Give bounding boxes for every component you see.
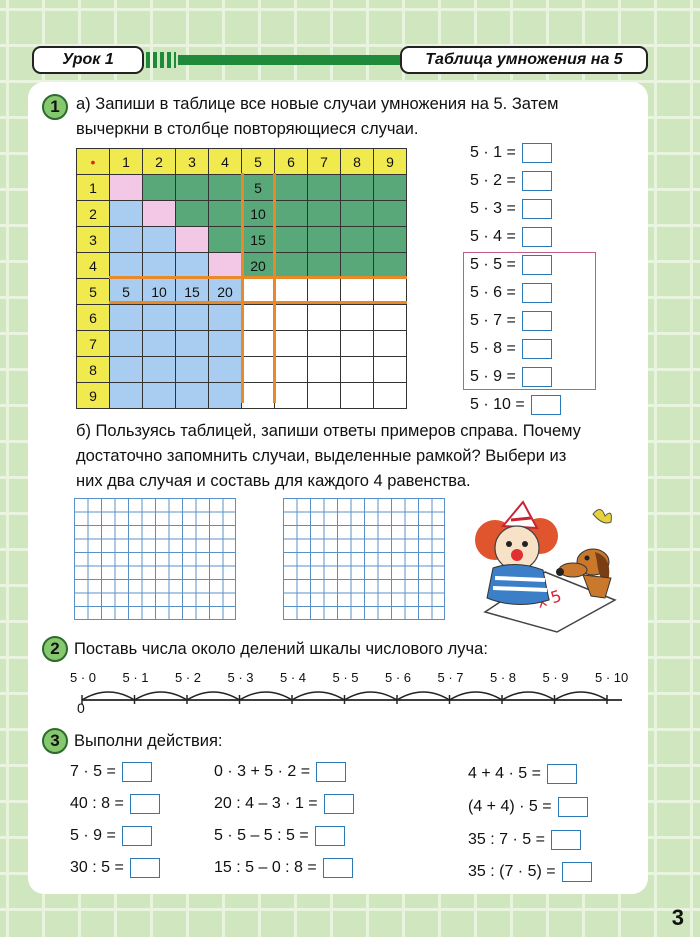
number-line-label: 5 · 7 — [437, 670, 464, 685]
exercise-text: 35 : (7 · 5) = — [468, 863, 556, 880]
task1-text-b — [76, 419, 581, 494]
table-row-header: 8 — [77, 357, 110, 383]
task1-text-a-line2: вычеркни в столбце повторяющиеся случаи. — [76, 120, 419, 138]
number-line-arcs — [82, 692, 607, 704]
table-cell[interactable] — [308, 357, 341, 383]
answer-box[interactable] — [531, 395, 561, 415]
table-cell[interactable] — [209, 383, 242, 409]
answer-box[interactable] — [324, 794, 354, 814]
number-line-label: 5 · 5 — [332, 670, 359, 685]
lesson-label: Урок 1 — [62, 51, 114, 68]
table-cell[interactable] — [110, 227, 143, 253]
writing-grid-1[interactable] — [74, 498, 236, 620]
table-cell[interactable] — [110, 253, 143, 279]
table-cell[interactable] — [242, 383, 275, 409]
table-row-header: 6 — [77, 305, 110, 331]
equation-text: 5 · 8 = — [470, 340, 516, 357]
equation-text: 5 · 5 = — [470, 256, 516, 273]
table-row-header: 2 — [77, 201, 110, 227]
table-cell[interactable] — [176, 175, 209, 201]
table-cell[interactable] — [143, 227, 176, 253]
exercise-text: 40 : 8 = — [70, 795, 124, 812]
answer-box[interactable] — [130, 794, 160, 814]
table-col-header: 8 — [341, 149, 374, 175]
table-cell[interactable] — [275, 331, 308, 357]
number-line-label: 5 · 4 — [280, 670, 307, 685]
table-col-header: 4 — [209, 149, 242, 175]
table-cell[interactable] — [275, 383, 308, 409]
table-cell[interactable] — [110, 383, 143, 409]
table-cell[interactable] — [308, 305, 341, 331]
number-line-arc — [292, 692, 345, 700]
table-col-header: 6 — [275, 149, 308, 175]
number-line-label: 5 · 8 — [490, 670, 517, 685]
table-cell[interactable]: 10 — [242, 201, 275, 227]
number-line-label: 5 · 1 — [122, 670, 149, 685]
table-cell[interactable] — [341, 331, 374, 357]
task1-text-b-line2: достаточно запомнить случаи, выделенные рамкой? Выбери из — [76, 447, 567, 465]
table-cell[interactable] — [242, 305, 275, 331]
number-line — [70, 682, 630, 704]
exercise-row — [70, 826, 152, 846]
table-cell[interactable] — [275, 175, 308, 201]
number-line-label: 5 · 9 — [542, 670, 569, 685]
equation-row — [470, 227, 552, 247]
exercise-text: 5 · 9 = — [70, 827, 116, 844]
table-cell[interactable] — [374, 201, 407, 227]
equation-row — [470, 395, 561, 415]
number-line-arc — [345, 692, 398, 700]
table-row-header: 4 — [77, 253, 110, 279]
table-cell[interactable] — [110, 305, 143, 331]
number-line-arc — [82, 692, 135, 700]
number-line-label: 5 · 0 — [70, 670, 97, 685]
task1-text-b-line3: них два случая и составь для каждого 4 равенства. — [76, 472, 471, 490]
exercise-text: 35 : 7 · 5 = — [468, 831, 545, 848]
equation-row — [470, 143, 552, 163]
table-cell[interactable] — [176, 253, 209, 279]
table-cell[interactable]: 5 — [110, 279, 143, 305]
table-cell[interactable] — [209, 305, 242, 331]
table-cell[interactable] — [374, 331, 407, 357]
table-highlight-col5-right — [273, 173, 276, 403]
header-bar — [178, 55, 400, 65]
answer-box[interactable] — [122, 762, 152, 782]
topic-label: Таблица умножения на 5 — [425, 51, 623, 68]
answer-box[interactable] — [551, 830, 581, 850]
table-cell[interactable] — [143, 331, 176, 357]
answer-box[interactable] — [562, 862, 592, 882]
table-cell[interactable] — [143, 253, 176, 279]
table-cell[interactable] — [308, 383, 341, 409]
table-cell[interactable] — [176, 201, 209, 227]
equation-text: 5 · 10 = — [470, 396, 525, 413]
number-line-zero: 0 — [77, 700, 85, 716]
table-cell[interactable] — [341, 357, 374, 383]
table-cell[interactable] — [341, 175, 374, 201]
table-cell[interactable]: 15 — [176, 279, 209, 305]
table-row-header: 9 — [77, 383, 110, 409]
answer-box[interactable] — [522, 143, 552, 163]
table-cell[interactable] — [308, 253, 341, 279]
table-cell[interactable] — [308, 201, 341, 227]
number-line-arc — [397, 692, 450, 700]
exercise-text: 15 : 5 – 0 : 8 = — [214, 859, 317, 876]
number-line-label: 5 · 3 — [227, 670, 254, 685]
table-col-header: 5 — [242, 149, 275, 175]
equation-text: 5 · 3 = — [470, 200, 516, 217]
answer-box[interactable] — [316, 762, 346, 782]
table-cell[interactable] — [143, 383, 176, 409]
table-cell[interactable] — [374, 227, 407, 253]
clown-dog-illustration — [465, 500, 635, 635]
table-highlight-col5-left — [241, 173, 244, 403]
table-col-header: 1 — [110, 149, 143, 175]
table-cell[interactable] — [176, 331, 209, 357]
number-line-arc — [187, 692, 240, 700]
table-cell[interactable] — [209, 201, 242, 227]
equation-text: 5 · 7 = — [470, 312, 516, 329]
exercise-row — [214, 794, 354, 814]
task2-text: Поставь числа около делений шкалы числового луча: — [74, 640, 488, 658]
table-cell[interactable] — [209, 331, 242, 357]
table-highlight-row5-top — [109, 276, 407, 279]
table-cell[interactable] — [275, 357, 308, 383]
number-line-arc — [450, 692, 503, 700]
table-cell[interactable]: 20 — [242, 253, 275, 279]
equation-text: 5 · 9 = — [470, 368, 516, 385]
answer-box[interactable] — [522, 227, 552, 247]
table-cell[interactable] — [209, 253, 242, 279]
header-stripes — [146, 52, 176, 68]
table-highlight-row5-bottom — [109, 301, 407, 304]
table-cell[interactable] — [275, 201, 308, 227]
table-cell[interactable] — [176, 305, 209, 331]
exercise-text: 4 + 4 · 5 = — [468, 765, 541, 782]
table-cell[interactable] — [308, 331, 341, 357]
table-cell[interactable] — [374, 305, 407, 331]
table-cell[interactable] — [176, 227, 209, 253]
exercise-text: 7 · 5 = — [70, 763, 116, 780]
table-row-header: 7 — [77, 331, 110, 357]
task3-badge: 3 — [42, 728, 68, 754]
table-cell[interactable] — [275, 253, 308, 279]
answer-box[interactable] — [522, 199, 552, 219]
equation-text: 5 · 6 = — [470, 284, 516, 301]
table-col-header: 2 — [143, 149, 176, 175]
table-cell[interactable] — [341, 227, 374, 253]
table-cell[interactable] — [176, 383, 209, 409]
number-line-arc — [555, 692, 608, 700]
table-cell[interactable] — [308, 175, 341, 201]
exercise-row — [214, 858, 353, 878]
exercise-row — [468, 797, 588, 817]
table-cell[interactable] — [110, 201, 143, 227]
table-cell[interactable] — [110, 331, 143, 357]
task1-text-a-line1: а) Запиши в таблице все новые случаи умножения на 5. Затем — [76, 95, 559, 113]
table-cell[interactable] — [374, 253, 407, 279]
exercise-text: 0 · 3 + 5 · 2 = — [214, 763, 311, 780]
number-line-label: 5 · 6 — [385, 670, 412, 685]
number-line-label: 5 · 10 — [595, 670, 629, 685]
exercise-row — [70, 794, 160, 814]
equation-row — [470, 199, 552, 219]
table-cell[interactable] — [374, 175, 407, 201]
equation-text: 5 · 1 = — [470, 144, 516, 161]
equation-text: 5 · 2 = — [470, 172, 516, 189]
table-cell[interactable] — [275, 305, 308, 331]
number-line-label: 5 · 2 — [175, 670, 202, 685]
exercise-text: 20 : 4 – 3 · 1 = — [214, 795, 318, 812]
table-cell[interactable] — [341, 253, 374, 279]
answer-box[interactable] — [315, 826, 345, 846]
number-line-arc — [135, 692, 188, 700]
table-cell[interactable] — [143, 357, 176, 383]
answer-box[interactable] — [323, 858, 353, 878]
table-cell[interactable]: 5 — [242, 175, 275, 201]
answer-box[interactable] — [558, 797, 588, 817]
table-cell[interactable] — [209, 227, 242, 253]
number-line-arc — [240, 692, 293, 700]
exercise-row — [468, 830, 581, 850]
task2-badge: 2 — [42, 636, 68, 662]
table-cell[interactable] — [143, 201, 176, 227]
table-col-header: 9 — [374, 149, 407, 175]
table-row-header: 3 — [77, 227, 110, 253]
lesson-tag — [32, 46, 144, 74]
exercise-row — [468, 764, 577, 784]
number-line-arc — [502, 692, 555, 700]
equation-row — [470, 171, 552, 191]
table-cell[interactable] — [110, 357, 143, 383]
exercise-row — [70, 858, 160, 878]
table-cell[interactable] — [110, 175, 143, 201]
exercise-row — [214, 826, 345, 846]
table-cell[interactable] — [275, 227, 308, 253]
task3-text: Выполни действия: — [74, 732, 223, 750]
table-cell[interactable] — [341, 383, 374, 409]
table-cell[interactable] — [374, 357, 407, 383]
exercise-text: (4 + 4) · 5 = — [468, 798, 552, 815]
task1-text-a — [76, 92, 559, 142]
corner-dot: • — [90, 153, 96, 170]
table-cell[interactable] — [143, 175, 176, 201]
table-cell[interactable]: 20 — [209, 279, 242, 305]
equation-text: 5 · 4 = — [470, 228, 516, 245]
table-cell[interactable] — [209, 357, 242, 383]
exercise-row — [468, 862, 592, 882]
page-number: 3 — [671, 905, 684, 930]
table-col-header: 7 — [308, 149, 341, 175]
exercise-row — [70, 762, 152, 782]
table-cell[interactable]: 10 — [143, 279, 176, 305]
table-cell[interactable] — [209, 175, 242, 201]
table-cell[interactable] — [374, 383, 407, 409]
exercise-row — [214, 762, 346, 782]
table-row-header: 5 — [77, 279, 110, 305]
writing-grid-2[interactable] — [283, 498, 445, 620]
task1-text-b-line1: б) Пользуясь таблицей, запиши ответы примеров справа. Почему — [76, 422, 581, 440]
table-cell[interactable] — [242, 357, 275, 383]
table-cell[interactable] — [176, 357, 209, 383]
highlight-frame — [463, 252, 596, 390]
table-corner — [77, 149, 110, 175]
table-cell[interactable] — [242, 331, 275, 357]
table-cell[interactable] — [341, 305, 374, 331]
answer-box[interactable] — [522, 171, 552, 191]
exercise-text: 5 · 5 – 5 : 5 = — [214, 827, 309, 844]
answer-box[interactable] — [130, 858, 160, 878]
table-cell[interactable] — [143, 305, 176, 331]
topic-tag — [400, 46, 648, 74]
table-cell[interactable] — [341, 201, 374, 227]
answer-box[interactable] — [122, 826, 152, 846]
table-col-header: 3 — [176, 149, 209, 175]
table-cell[interactable] — [308, 227, 341, 253]
answer-box[interactable] — [547, 764, 577, 784]
table-row-header: 1 — [77, 175, 110, 201]
table-cell[interactable]: 15 — [242, 227, 275, 253]
exercise-text: 30 : 5 = — [70, 859, 124, 876]
task1-badge: 1 — [42, 94, 68, 120]
